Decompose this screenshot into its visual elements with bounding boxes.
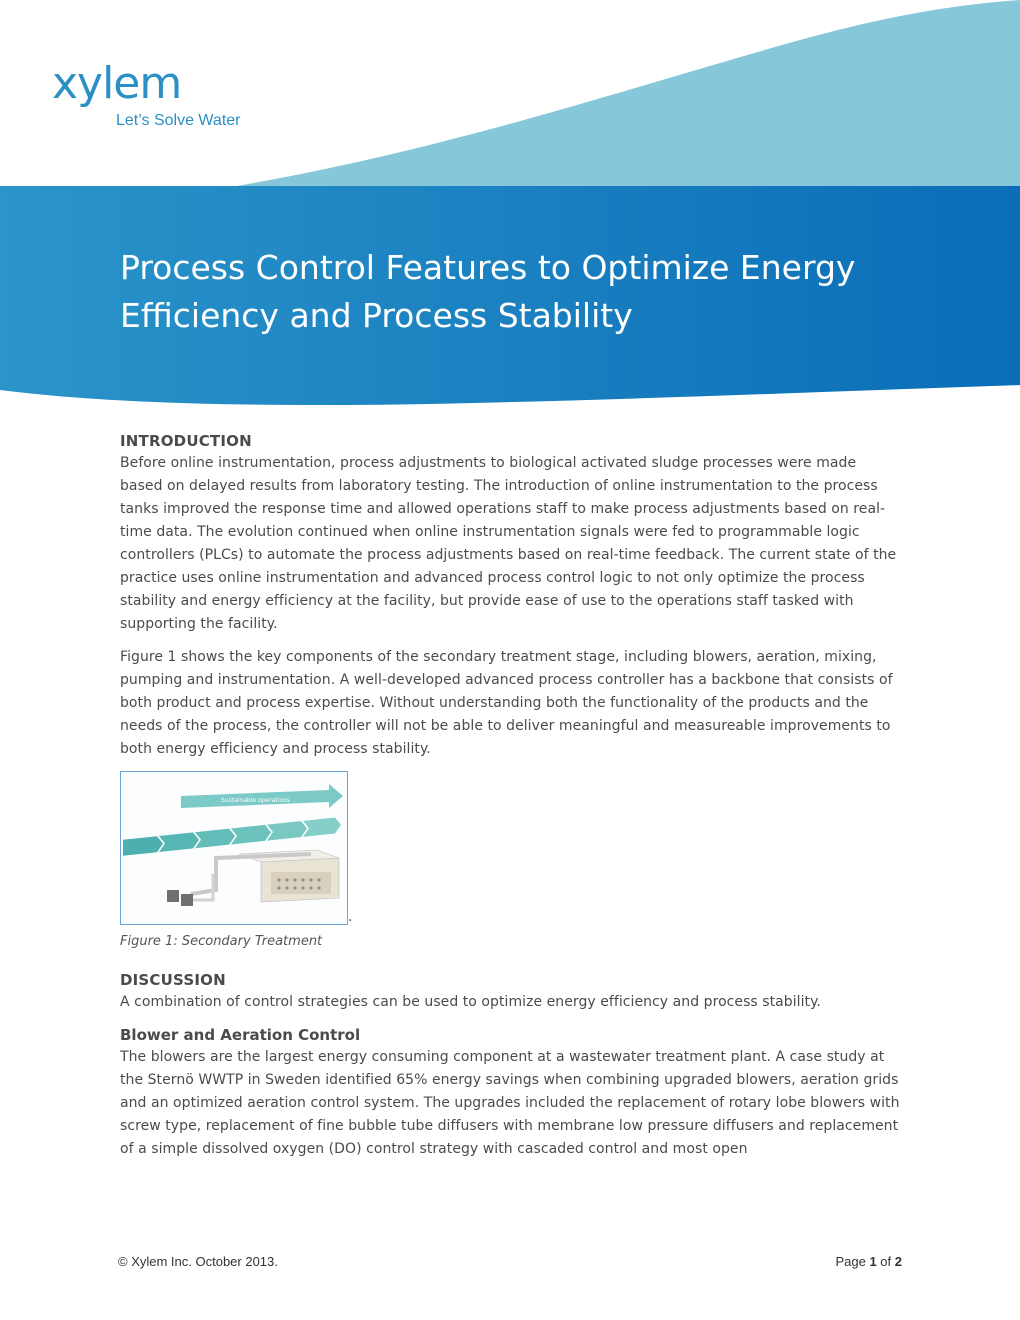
diagram-banner-text: Sustainable operations	[221, 797, 290, 804]
xylem-logo: xylem	[52, 58, 182, 109]
intro-paragraph-2: Figure 1 shows the key components of the secondary treatment stage, including blowers, aeration, mixing, pumping and instrumentation. A well-developed advanced process controller has a backbone that consists of both product and process expertise. Without understanding both the functionality of the products and the needs of the process, the controller will not be able to deliver meaningful and measureable improvements to both energy efficiency and process stability.	[120, 649, 893, 757]
chevron-4	[231, 824, 271, 844]
logo-tagline: Let’s Solve Water	[116, 112, 241, 129]
page-prefix: Page	[835, 1254, 870, 1269]
chevron-5	[267, 820, 307, 840]
page-current: 1	[869, 1254, 877, 1269]
footer-page-number	[835, 1254, 902, 1269]
introduction-heading: INTRODUCTION	[120, 432, 252, 450]
secondary-treatment-diagram	[120, 771, 348, 925]
footer-copyright: © Xylem Inc. October 2013.	[118, 1254, 278, 1269]
document-body	[120, 430, 902, 1171]
figure-1	[120, 771, 902, 953]
page-total: 2	[894, 1254, 902, 1269]
diagram-chevrons	[123, 817, 341, 856]
blower-aeration-subheading: Blower and Aeration Control	[120, 1026, 361, 1044]
page-separator: of	[876, 1254, 895, 1269]
discussion-intro: A combination of control strategies can be used to optimize energy efficiency and process stability.	[120, 994, 821, 1010]
discussion-heading: DISCUSSION	[120, 971, 226, 989]
intro-paragraph-1: Before online instrumentation, process adjustments to biological activated sludge processes were made based on delayed results from laboratory testing. The introduction of online instrumentation to the process tanks improved the response time and allowed operations staff to make process adjustments based on real-time data. The evolution continued when online instrumentation signals were fed to programmable logic controllers (PLCs) to automate the process adjustments based on real-time feedback. The current state of the practice uses online instrumentation and advanced process control logic to not only optimize the process stability and energy efficiency at the facility, but provide ease of use to the operations staff tasked with supporting the facility.	[120, 455, 897, 632]
chevron-6	[303, 817, 341, 837]
chevron-3	[195, 828, 235, 848]
chevron-2	[159, 832, 199, 852]
diagram-banner-arrow	[181, 784, 343, 808]
blower-aeration-paragraph: The blowers are the largest energy consuming component at a wastewater treatment plant. A case study at the Sternö WWTP in Sweden identified 65% energy savings when combining upgraded blowers, aeration grids and an optimized aeration control system. The upgrades included the replacement of rotary lobe blowers with screw type, replacement of fine bubble tube diffusers with membrane low pressure diffusers and replacement of a simple dissolved oxygen (DO) control strategy with cascaded control and most open	[120, 1049, 900, 1157]
figure-trailing-dot: .	[348, 909, 353, 925]
page-title: Process Control Features to Optimize Energy Efficiency and Process Stability	[120, 248, 856, 335]
light-wave-shape	[180, 0, 1020, 200]
plant-illustration	[167, 850, 339, 906]
chevron-1	[123, 836, 163, 856]
figure-caption: Figure 1: Secondary Treatment	[120, 934, 323, 949]
